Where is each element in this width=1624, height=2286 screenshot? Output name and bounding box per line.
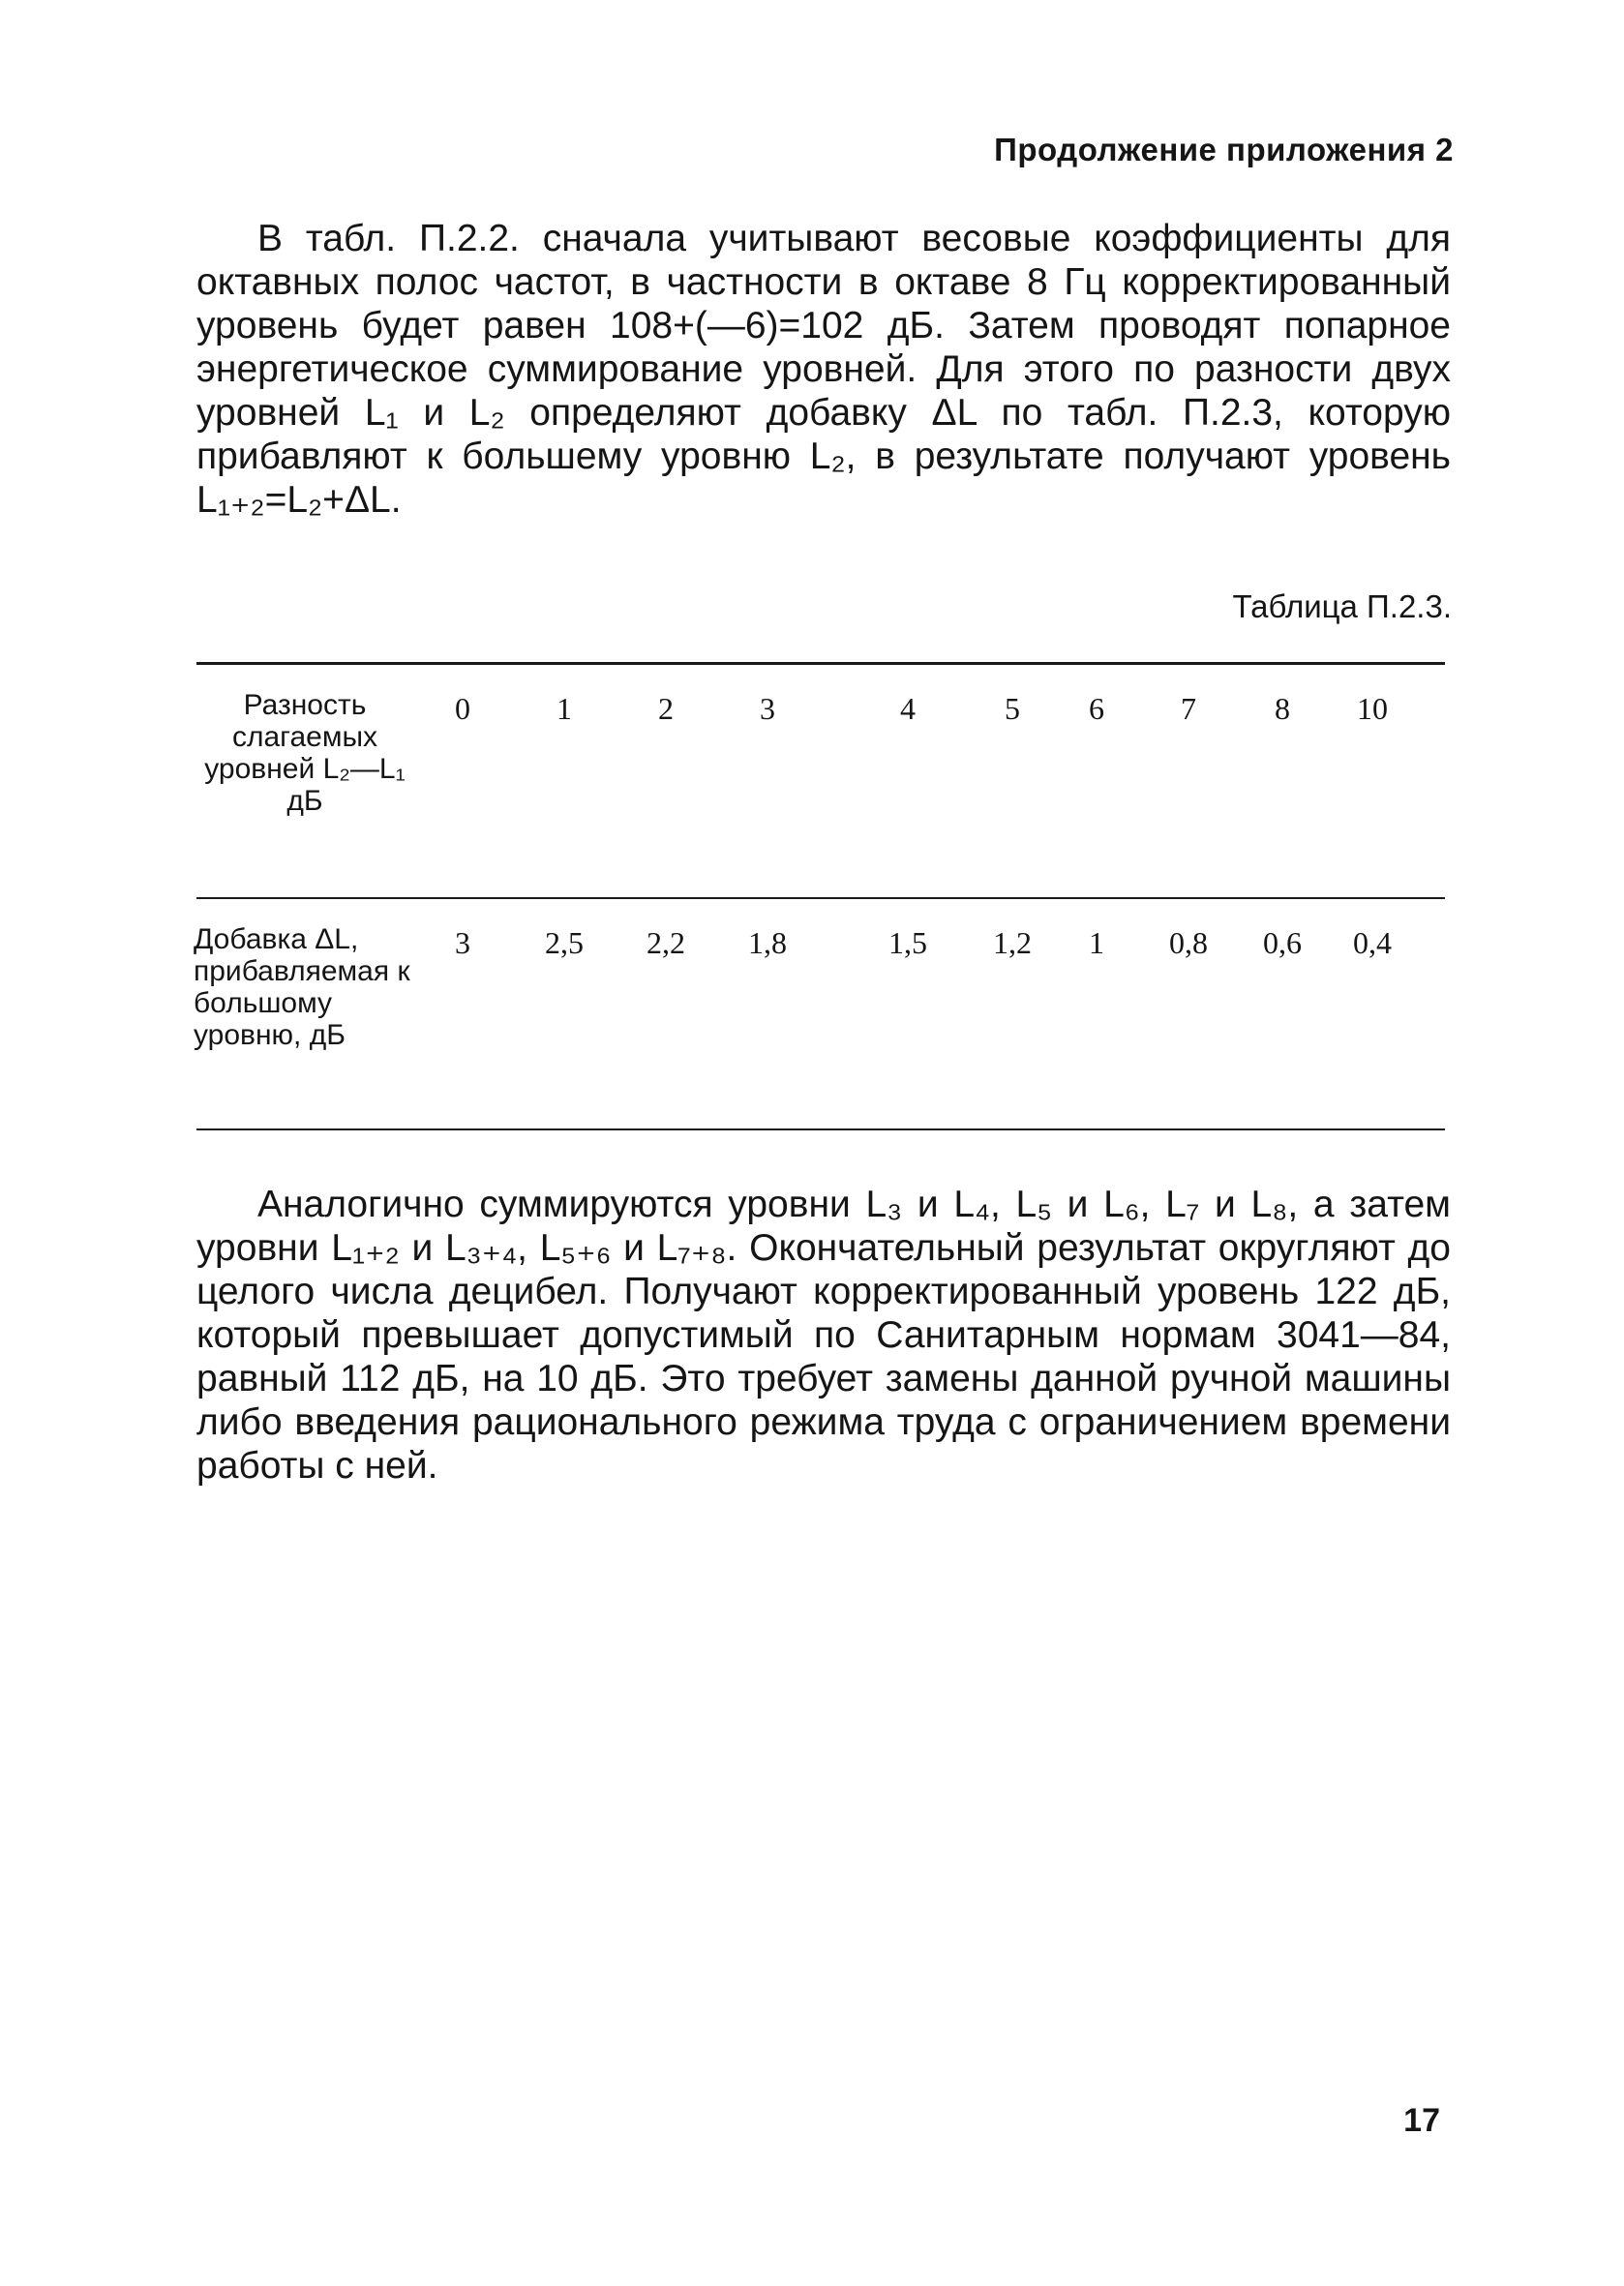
table-cell: 2,5 <box>545 925 584 960</box>
table-cell: 0,4 <box>1353 925 1392 960</box>
table-cell: 2,2 <box>647 925 685 960</box>
paragraph-2: Аналогично суммируются уровни L₃ и L₄, L₅ и L₆, L₇ и L₈, а затем уровни L₁₊₂ и L₃₊₄, L₅₊₆ и L₇₊₈. Окончательный результат округляют до целого числа децибел. Получают корректированный уровень 122 дБ, который превышает допустимый по Санитарным нормам 3041—84, равный 112 дБ, на 10 дБ. Это требует замены данной ручной машины либо введения рационального режима труда с ограничением времени работы с ней. <box>196 1184 1451 1487</box>
table-cell: 10 <box>1357 691 1388 726</box>
page-number: 17 <box>1403 2102 1440 2139</box>
table-cell: 2 <box>658 691 674 726</box>
table-cell: 3 <box>760 691 775 726</box>
table-cell: 1,5 <box>888 925 927 960</box>
table-cell: 1 <box>1089 925 1104 960</box>
table-bottom-rule <box>196 1128 1445 1130</box>
table-top-rule <box>196 662 1445 665</box>
table-cell: 8 <box>1275 691 1290 726</box>
table-caption: Таблица П.2.3. <box>1232 588 1452 624</box>
table-cell: 1,2 <box>993 925 1032 960</box>
table-cell: 3 <box>455 925 470 960</box>
row-label-difference: Разность слагаемых уровней L₂—L₁ дБ <box>204 689 406 817</box>
table-cell: 1 <box>556 691 572 726</box>
table-cell: 0,8 <box>1169 925 1208 960</box>
table-cell: 6 <box>1089 691 1104 726</box>
table-cell: 5 <box>1005 691 1020 726</box>
table-cell: 0,6 <box>1263 925 1302 960</box>
row-label-addition: Добавка ΔL, прибавляемая к большому уровню, дБ <box>194 923 410 1051</box>
table-cell: 1,8 <box>748 925 787 960</box>
paragraph-1: В табл. П.2.2. сначала учитывают весовые коэффициенты для октавных полос частот, в частности в октаве 8 Гц корректированный уровень будет равен 108+(—6)=102 дБ. Затем проводят попарное энергетическое суммирование уровней. Для этого по разности двух уровней L₁ и L₂ определяют добавку ΔL по табл. П.2.3, которую прибавляют к большему уровню L₂, в результате получают уровень L₁₊₂=L₂+ΔL. <box>196 218 1451 521</box>
table-cell: 0 <box>455 691 470 726</box>
running-head: Продолжение приложения 2 <box>994 132 1454 167</box>
table-cell: 7 <box>1181 691 1196 726</box>
table-middle-rule <box>196 897 1445 899</box>
table-cell: 4 <box>900 691 916 726</box>
